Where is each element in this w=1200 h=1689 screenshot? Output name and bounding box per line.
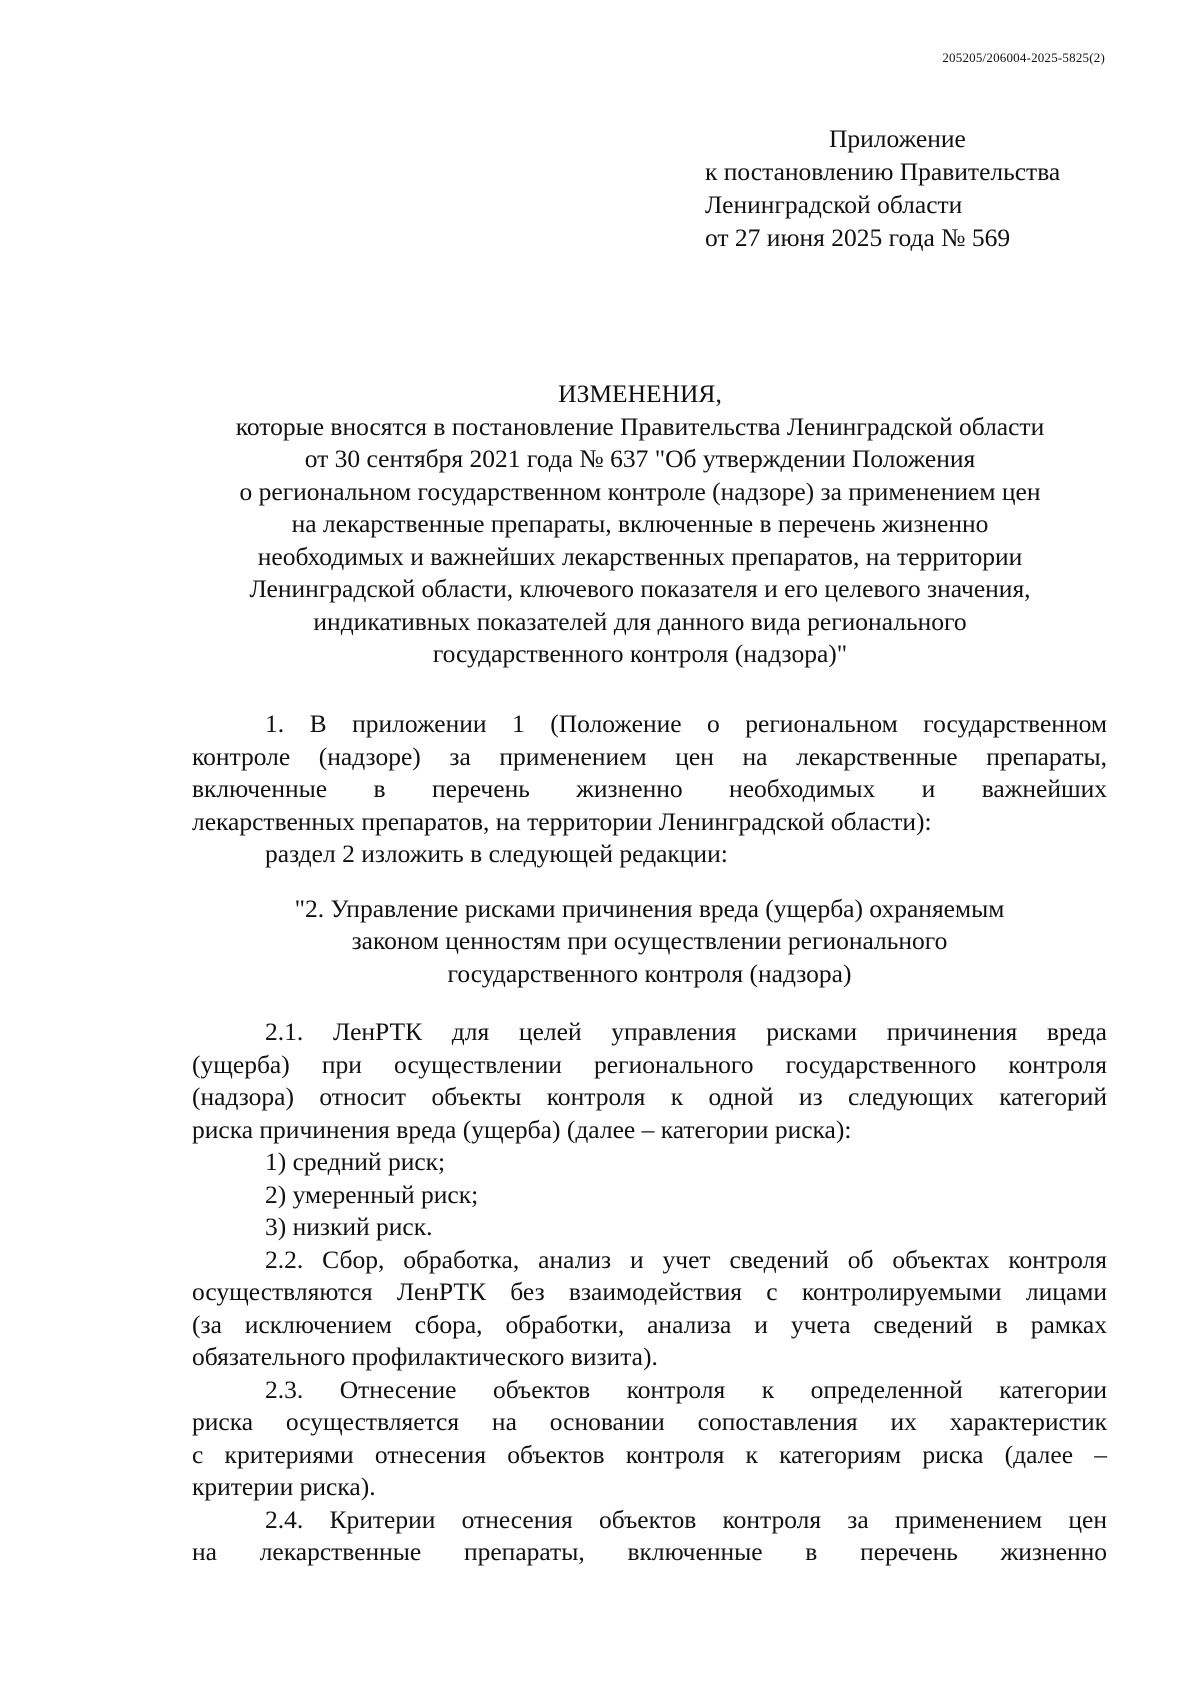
paragraph-line: контроле (надзоре) за применением цен на лекарственные препараты,	[192, 741, 1107, 771]
risk-list	[192, 1146, 1107, 1244]
section-2-title	[192, 893, 1107, 991]
appendix-line: к постановлению Правительства	[705, 157, 1061, 186]
paragraph-2-4	[192, 1504, 1107, 1569]
item-1-paragraph	[192, 708, 1107, 871]
title-line: Ленинградской области, ключевого показателя и его целевого значения,	[249, 574, 1031, 603]
list-item: 3) низкий риск.	[265, 1212, 433, 1241]
paragraph-line: риска осуществляется на основании сопоставления их характеристик	[192, 1407, 1107, 1436]
section-title-line: "2. Управление рисками причинения вреда (ущерба) охраняемым	[294, 893, 1005, 923]
spacer	[192, 990, 1107, 1016]
paragraph-line: критерии риска).	[192, 1472, 376, 1501]
paragraph-line: 2.4. Критерии отнесения объектов контроля за применением цен	[265, 1504, 1107, 1534]
paragraph-line: осуществляются ЛенРТК без взаимодействия с контролируемыми лицами	[192, 1277, 1107, 1306]
appendix-line: Ленинградской области	[705, 190, 963, 219]
appendix-line: от 27 июня 2025 года № 569	[705, 223, 1011, 252]
list-item: 2) умеренный риск;	[265, 1179, 479, 1209]
paragraph-line: лекарственных препаратов, на территории Ленинградской области):	[192, 806, 932, 836]
title-line: индикативных показателей для данного вида регионального	[313, 606, 967, 636]
title-line: о региональном государственном контроле (надзоре) за применением цен	[239, 476, 1041, 506]
paragraph-line: 2.2. Сбор, обработка, анализ и учет сведений об объектах контроля	[265, 1244, 1107, 1274]
document-title	[160, 378, 1120, 671]
paragraph-line: 1. В приложении 1 (Положение о региональном государственном	[265, 709, 1107, 738]
paragraph-line: обязательного профилактического визита).	[192, 1342, 658, 1371]
spacer	[192, 871, 1107, 893]
list-item: 1) средний риск;	[265, 1147, 446, 1176]
title-line: которые вносятся в постановление Правительства Ленинградской области	[235, 411, 1045, 441]
paragraph-2-2	[192, 1244, 1107, 1374]
title-heading: ИЗМЕНЕНИЯ,	[558, 379, 722, 408]
paragraph-line: (надзора) относит объекты контроля к одной из следующих категорий	[192, 1082, 1107, 1111]
title-line: государственного контроля (надзора)"	[432, 639, 848, 668]
section-title-line: законом ценностям при осуществлении регионального	[351, 926, 948, 955]
instruction-line: раздел 2 изложить в следующей редакции:	[265, 839, 728, 868]
title-line: необходимых и важнейших лекарственных препаратов, на территории	[257, 541, 1023, 571]
paragraph-line: включенные в перечень жизненно необходимых и важнейших	[192, 774, 1107, 803]
paragraph-line: с критериями отнесения объектов контроля к категориям риска (далее –	[192, 1439, 1107, 1469]
document-body	[192, 708, 1107, 1569]
paragraph-2-1	[192, 1016, 1107, 1146]
paragraph-line: риска причинения вреда (ущерба) (далее – категории риска):	[192, 1114, 852, 1144]
paragraph-line: 2.3. Отнесение объектов контроля к определенной категории	[265, 1374, 1107, 1404]
title-line: от 30 сентября 2021 года № 637 "Об утверждении Положения	[304, 444, 976, 473]
paragraph-line: (ущерба) при осуществлении регионального государственного контроля	[192, 1049, 1107, 1079]
paragraph-2-3	[192, 1374, 1107, 1504]
paragraph-line: 2.1. ЛенРТК для целей управления рисками причинения вреда	[265, 1017, 1107, 1046]
document-number: 205205/206004-2025-5825(2)	[942, 50, 1105, 65]
section-title-line: государственного контроля (надзора)	[447, 958, 852, 988]
title-line: на лекарственные препараты, включенные в перечень жизненно	[291, 509, 989, 538]
paragraph-line: (за исключением сбора, обработки, анализа и учета сведений в рамках	[192, 1309, 1107, 1339]
appendix-line: Приложение	[829, 124, 966, 153]
paragraph-line: на лекарственные препараты, включенные в перечень жизненно	[192, 1537, 1107, 1566]
appendix-header	[705, 122, 1125, 254]
